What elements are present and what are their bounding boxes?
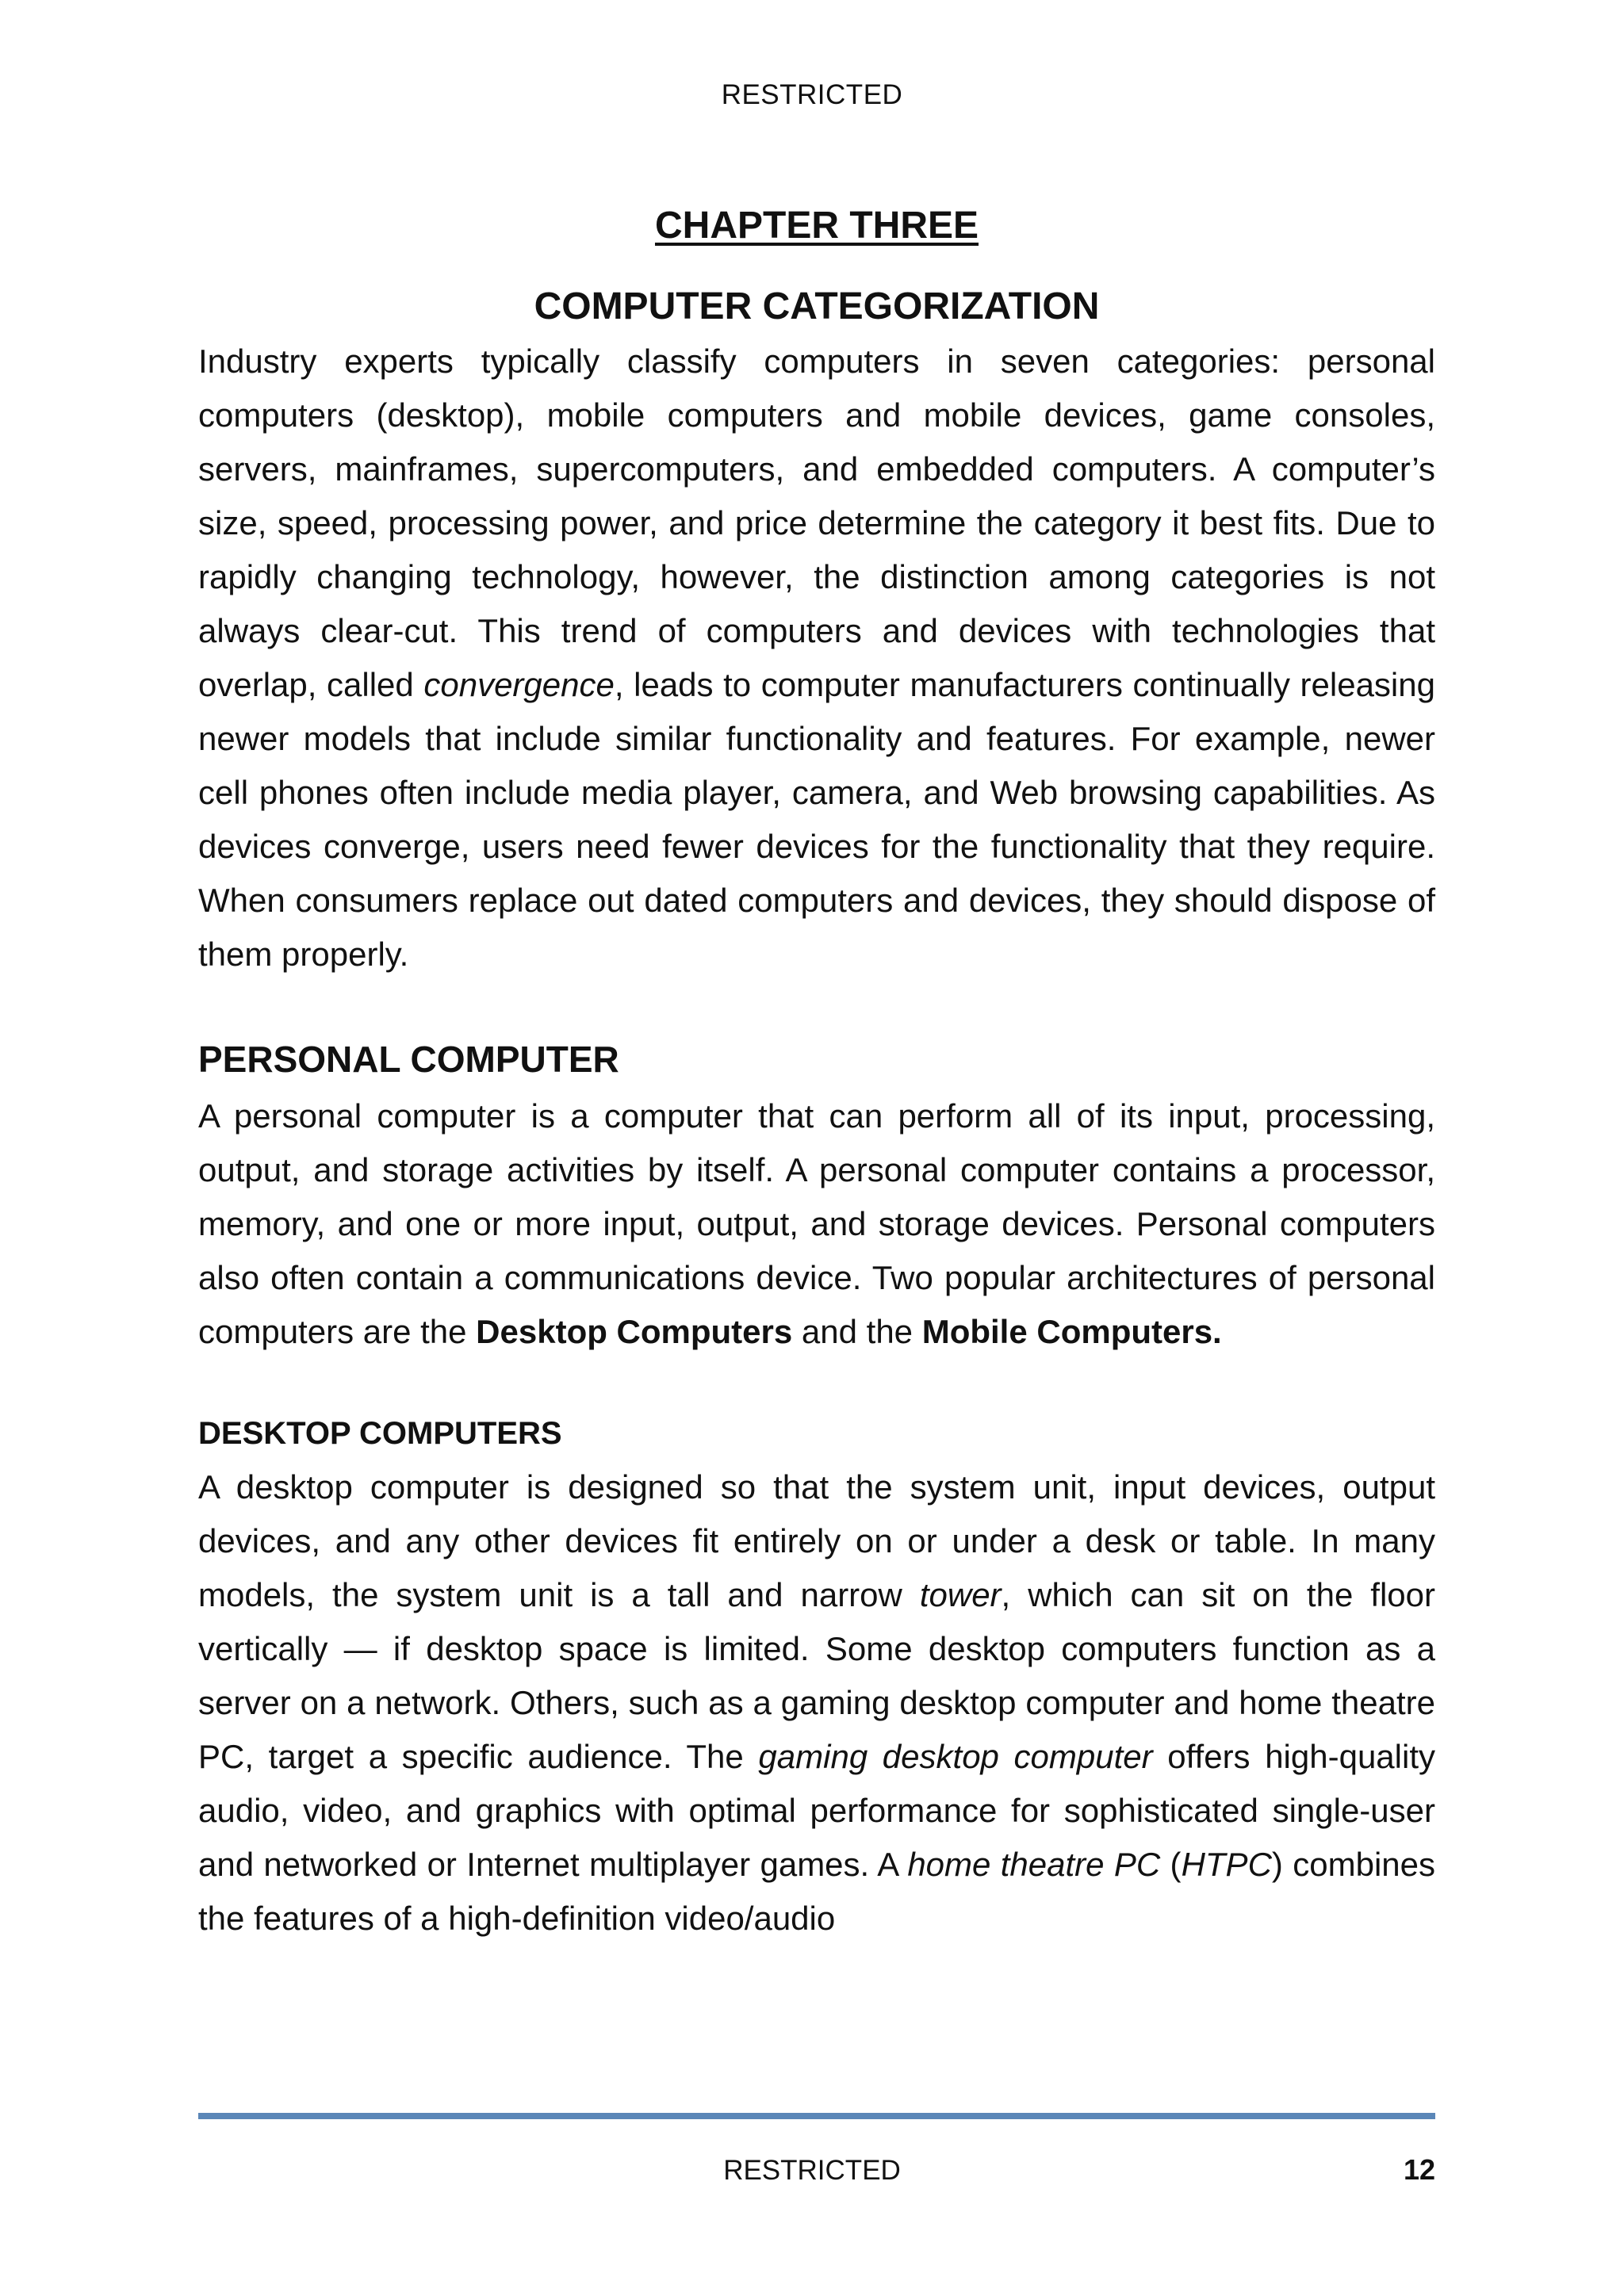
desktop-text-e: ) combines the features of a high-definition video/audio: [198, 1846, 1436, 1937]
desktop-italic-gaming: gaming desktop computer: [758, 1738, 1153, 1775]
personal-text-b: and the: [792, 1313, 922, 1350]
intro-text-rest: , leads to computer manufacturers continually releasing newer models that include similar functionality and features. For example, newer cell phones often include media player, camera, and Web browsing capabilities. As devices converge, users need fewer devices for the functionality that they require. When consumers replace out dated computers and devices, they should dispose of them properly.: [198, 666, 1435, 973]
intro-paragraph: [198, 335, 1435, 982]
desktop-text-c: offers high-quality audio, video, and graphics with optimal performance for sophisticated single-user and networked or Internet multiplayer games. A: [198, 1738, 1435, 1883]
personal-bold-desktop: Desktop Computers: [476, 1313, 793, 1350]
chapter-title: CHAPTER THREE: [654, 205, 979, 247]
intro-text: Industry experts typically classify computers in seven categories: personal computers (desktop), mobile computers and mobile devices, game consoles, servers, mainframes, supercomputers, and embedded computers. A computer’s size, speed, processing power, and price determine the category it best fits. Due to rapidly changing technology, however, the distinction among categories is not always clear-cut. This trend of computers and devices with technologies that overlap, called: [198, 342, 1435, 703]
running-footer: RESTRICTED: [723, 2155, 901, 2186]
subsection-heading-desktop-computers: DESKTOP COMPUTERS: [198, 1416, 562, 1451]
section-spacer: [198, 982, 1435, 1029]
desktop-text-b: , which can sit on the floor vertically — if desktop space is limited. Some desktop computers function as a server on a network. Others, such as a gaming desktop computer and home theatre PC, target a specific audience. The: [198, 1576, 1435, 1775]
desktop-italic-htpc-full: home theatre PC: [907, 1846, 1161, 1883]
desktop-text-a: A desktop computer is designed so that the system unit, input devices, output devices, and any other devices fit entirely on or under a desk or table. In many models, the system unit is a tall and narrow: [198, 1468, 1435, 1613]
intro-italic-term: convergence: [423, 666, 615, 703]
desktop-italic-tower: tower: [919, 1576, 1002, 1613]
desktop-computers-paragraph: [198, 1460, 1435, 1946]
section-heading-personal-computer: PERSONAL COMPUTER: [198, 1039, 619, 1080]
personal-computer-paragraph: [198, 1089, 1435, 1359]
desktop-text-d: (: [1160, 1846, 1182, 1883]
page-content: [198, 190, 1435, 1946]
desktop-italic-htpc: HTPC: [1181, 1846, 1272, 1883]
footer-rule: [198, 2113, 1435, 2119]
personal-text-a: A personal computer is a computer that can perform all of its input, processing, output, and storage activities by itself. A personal computer contains a processor, memory, and one or more input, output, and storage devices. Personal computers also often contain a communications device. Two popular architectures of personal computers are the: [198, 1097, 1435, 1350]
page-number: 12: [1403, 2153, 1435, 2186]
section-spacer: [198, 1359, 1435, 1406]
personal-bold-mobile: Mobile Computers.: [921, 1313, 1222, 1350]
running-header: RESTRICTED: [721, 79, 903, 110]
chapter-subtitle: COMPUTER CATEGORIZATION: [534, 285, 1100, 327]
